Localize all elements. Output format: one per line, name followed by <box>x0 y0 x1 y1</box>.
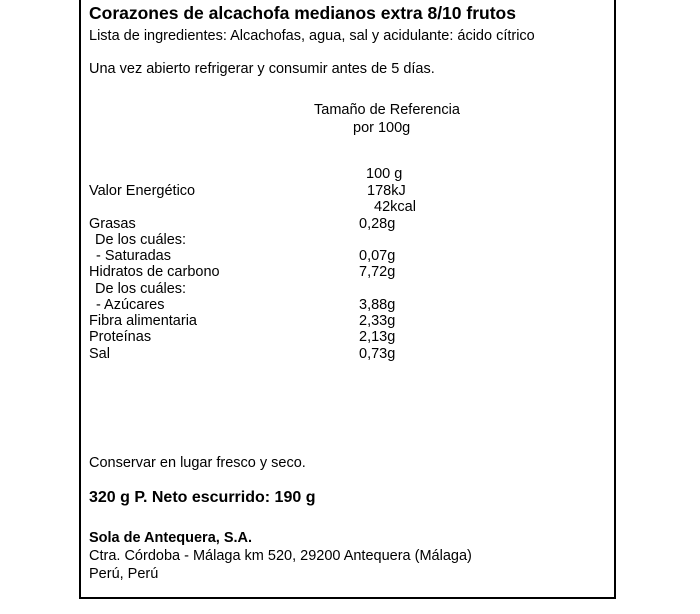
ingredients-list: Lista de ingredientes: Alcachofas, agua, sal y acidulante: ácido cítrico <box>89 28 535 44</box>
carbohydrates-value: 7,72g <box>359 264 396 280</box>
company-country: Perú, Perú <box>89 566 159 582</box>
storage-after-opening: Una vez abierto refrigerar y consumir antes de 5 días. <box>89 61 435 77</box>
saturates-value: 0,07g <box>359 248 396 264</box>
reference-per-100g: por 100g <box>353 120 411 136</box>
fibre-label: Fibra alimentaria <box>89 313 197 329</box>
reference-size-label: Tamaño de Referencia <box>314 102 460 118</box>
company-name: Sola de Antequera, S.A. <box>89 530 253 546</box>
storage-instructions: Conservar en lugar fresco y seco. <box>89 455 306 471</box>
carbs-of-which-label: De los cuáles: <box>95 281 187 297</box>
protein-label: Proteínas <box>89 329 152 345</box>
fat-of-which-label: De los cuáles: <box>95 232 187 248</box>
sugars-label: - Azúcares <box>96 297 165 313</box>
sugars-value: 3,88g <box>359 297 396 313</box>
salt-value: 0,73g <box>359 346 396 362</box>
company-address: Ctra. Córdoba - Málaga km 520, 29200 Antequera (Málaga) <box>89 548 472 564</box>
energy-label: Valor Energético <box>89 183 196 199</box>
saturates-label: - Saturadas <box>96 248 171 264</box>
fat-label: Grasas <box>89 216 136 232</box>
energy-kj-value: 178kJ <box>367 183 406 199</box>
salt-label: Sal <box>89 346 110 362</box>
column-header-100g: 100 g <box>366 166 403 182</box>
energy-kcal-value: 42kcal <box>374 199 416 215</box>
fibre-value: 2,33g <box>359 313 396 329</box>
net-weights: 320 g P. Neto escurrido: 190 g <box>89 489 316 506</box>
product-title: Corazones de alcachofa medianos extra 8/10 frutos <box>89 3 516 23</box>
protein-value: 2,13g <box>359 329 396 345</box>
fat-value: 0,28g <box>359 216 396 232</box>
carbohydrates-label: Hidratos de carbono <box>89 264 220 280</box>
